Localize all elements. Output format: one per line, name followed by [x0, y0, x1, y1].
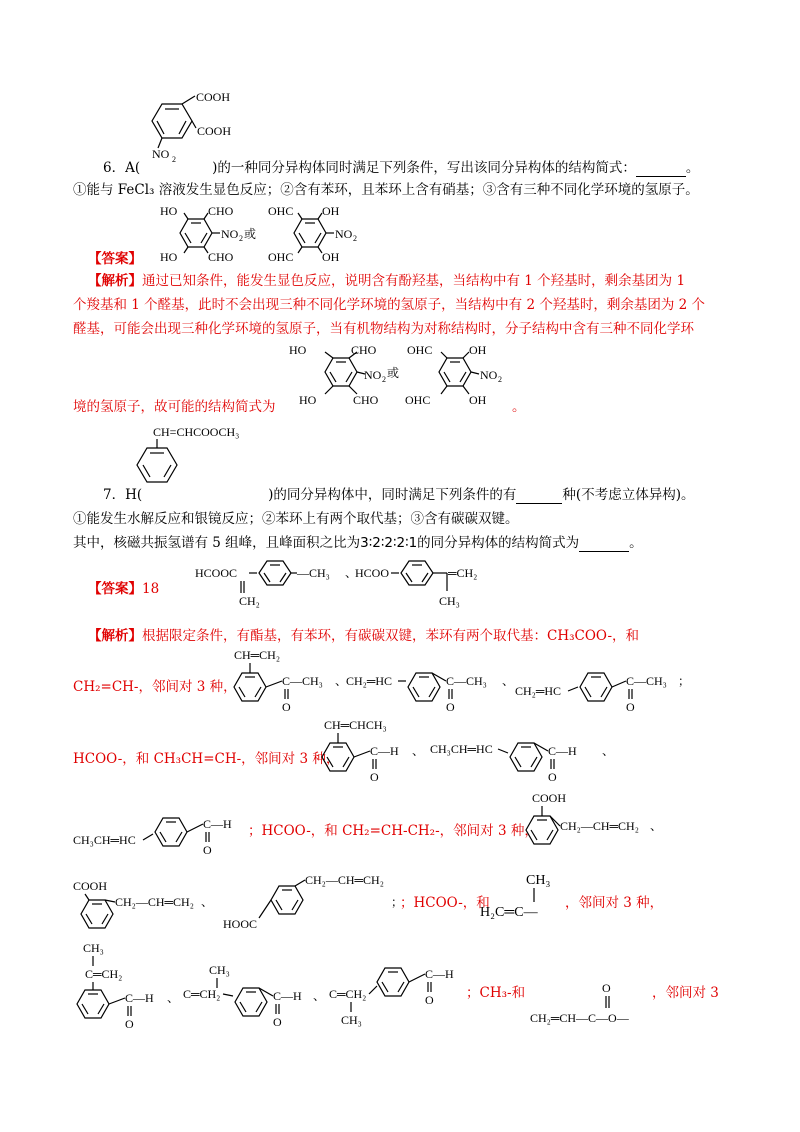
- svg-text:OH: OH: [469, 393, 487, 407]
- svg-text:O: O: [425, 993, 434, 1007]
- q6-analysis-structures: [285, 340, 525, 410]
- svg-text:NO: NO: [480, 368, 498, 382]
- svg-text:CHO: CHO: [351, 343, 377, 357]
- svg-text:CHO: CHO: [208, 250, 234, 264]
- svg-text:OHC: OHC: [268, 204, 294, 218]
- svg-text:2: 2: [239, 234, 243, 243]
- q6-conditions: ①能与 FeCl₃ 溶液发生显色反应；②含有苯环，且苯环上含有硝基；③含有三种不同化学环境的氢原子。: [73, 182, 699, 198]
- svg-text:CH₂═HC: CH₂═HC: [515, 684, 562, 698]
- svg-text:OH: OH: [322, 250, 340, 264]
- svg-text:CH═CH₂: CH═CH₂: [234, 648, 281, 662]
- svg-text:HO: HO: [289, 343, 307, 357]
- q6-analysis-l1: 【解析】通过已知条件，能发生显色反应，说明含有酚羟基，当结构中有 1 个羟基时，剩余基团为 1: [88, 273, 686, 289]
- svg-text:C═CH₂: C═CH₂: [85, 967, 123, 981]
- svg-text:2: 2: [498, 375, 502, 384]
- svg-text:或: 或: [244, 227, 257, 241]
- row3-left-structure: [73, 800, 253, 860]
- svg-text:CH₃: CH₃: [341, 1013, 362, 1027]
- svg-text:HO: HO: [160, 204, 178, 218]
- svg-text:C—CH₃: C—CH₃: [446, 674, 487, 688]
- q6-answer-tag: 【答案】: [88, 251, 142, 267]
- svg-text:CH₃: CH₃: [83, 941, 104, 955]
- svg-text:O: O: [125, 1017, 134, 1031]
- q7-analysis-l4: ；HCOO-，和 CH₂=CH-CH₂-，邻间对 3 种，: [248, 823, 538, 839]
- svg-text:OH: OH: [322, 204, 340, 218]
- svg-text:═CH₂: ═CH₂: [448, 566, 478, 580]
- svg-text:NO: NO: [221, 227, 239, 241]
- q6-question: 6．A( )的一种同分异构体同时满足下列条件，写出该同分异构体的结构简式： 。: [103, 160, 700, 176]
- svg-text:HO: HO: [299, 393, 317, 407]
- svg-text:C—CH₃: C—CH₃: [626, 674, 667, 688]
- q7-analysis-l6: ；CH₃-和: [466, 985, 526, 1001]
- svg-text:HCOO: HCOO: [355, 566, 390, 580]
- row3-right-structure: [520, 790, 680, 860]
- svg-text:—CH₃: —CH₃: [297, 566, 330, 580]
- svg-text:O: O: [273, 1015, 282, 1029]
- svg-text:CH═CHCH₃: CH═CHCH₃: [324, 718, 387, 732]
- q6-analysis-l3: 醛基，可能会出现三种化学环境的氢原子，当有机物结构为对称结构时，分子结构中含有三种不同化学环: [73, 321, 694, 337]
- isopropenyl-structure: [478, 870, 578, 930]
- svg-text:O: O: [602, 981, 611, 995]
- q7-answer-structures: [195, 555, 535, 615]
- svg-text:CH₂: CH₂: [239, 594, 260, 608]
- svg-text:、: 、: [650, 819, 663, 833]
- svg-text:、: 、: [412, 744, 425, 758]
- svg-text:C—H: C—H: [125, 991, 154, 1005]
- svg-text:O: O: [282, 700, 291, 714]
- svg-text:C═CH₂: C═CH₂: [329, 987, 367, 1001]
- svg-text:C—H: C—H: [273, 989, 302, 1003]
- q6-analysis-l4: 境的氢原子，故可能的结构简式为: [73, 399, 276, 415]
- svg-text:；: ；: [678, 674, 691, 688]
- svg-text:CH₃: CH₃: [439, 594, 460, 608]
- q7-analysis-l6b: ，邻间对 3: [652, 985, 719, 1001]
- svg-text:、: 、: [602, 744, 615, 758]
- svg-text:C—H: C—H: [548, 744, 577, 758]
- svg-text:CH₂═HC: CH₂═HC: [346, 674, 393, 688]
- svg-text:、: 、: [502, 674, 515, 688]
- svg-text:HO: HO: [160, 250, 178, 264]
- svg-text:COOH: COOH: [73, 879, 108, 893]
- svg-text:2: 2: [172, 155, 176, 164]
- svg-text:CH₂—CH═CH₂: CH₂—CH═CH₂: [305, 873, 384, 887]
- svg-text:O: O: [548, 770, 557, 784]
- svg-text:、: 、: [313, 989, 326, 1003]
- q7-analysis-l1: 【解析】根据限定条件，有酯基，有苯环，有碳碳双键，苯环有两个取代基：CH₃COO-，和: [88, 628, 640, 644]
- row4-structures: [73, 870, 403, 940]
- no2-label: NO: [152, 147, 170, 161]
- svg-text:；: ；: [391, 895, 404, 909]
- svg-text:NO: NO: [364, 368, 382, 382]
- q7-nmr: 其中，核磁共振氢谱有 5 组峰，且峰面积之比为3∶2∶2∶2∶1的同分异构体的结构简式为 。: [73, 535, 643, 551]
- svg-text:、: 、: [201, 895, 214, 909]
- q7-analysis-l2: CH₂=CH-，邻间对 3 种，: [73, 679, 237, 695]
- svg-text:、: 、: [335, 674, 348, 688]
- svg-text:2: 2: [382, 375, 386, 384]
- svg-text:O: O: [626, 700, 635, 714]
- cooh-label-2: COOH: [197, 124, 232, 138]
- row5-structures: [73, 940, 493, 1030]
- svg-text:C—H: C—H: [203, 817, 232, 831]
- svg-text:COOH: COOH: [532, 791, 567, 805]
- svg-text:OHC: OHC: [407, 343, 433, 357]
- q6-answer-structures: [140, 205, 380, 265]
- svg-text:OH: OH: [469, 343, 487, 357]
- svg-text:HOOC: HOOC: [223, 917, 258, 931]
- svg-text:C—H: C—H: [370, 744, 399, 758]
- svg-text:或: 或: [387, 366, 400, 380]
- svg-text:2: 2: [353, 234, 357, 243]
- svg-text:CH₃: CH₃: [526, 873, 551, 888]
- q7-analysis-l3: HCOO-，和 CH₃CH=CH-，邻间对 3 种，: [73, 751, 340, 767]
- q6-analysis-end: 。: [512, 399, 526, 415]
- svg-text:CH₂—CH═CH₂: CH₂—CH═CH₂: [560, 819, 639, 833]
- q7-analysis-l5: ；HCOO-，和: [400, 895, 490, 911]
- svg-text:O: O: [370, 770, 379, 784]
- svg-text:CH₃: CH₃: [209, 963, 230, 977]
- svg-text:H₂C═C—: H₂C═C—: [480, 905, 538, 920]
- svg-text:CH₂═CH—C—O—: CH₂═CH—C—O—: [530, 1011, 629, 1025]
- row1-structures: [230, 645, 700, 720]
- svg-text:CH₃CH═HC: CH₃CH═HC: [73, 833, 136, 847]
- svg-text:O: O: [203, 843, 212, 857]
- svg-text:CH=CHCOOCH₃: CH=CHCOOCH₃: [153, 425, 240, 439]
- svg-text:C—CH₃: C—CH₃: [282, 674, 323, 688]
- row2-structures: [318, 715, 658, 790]
- svg-text:HCOOC: HCOOC: [195, 566, 238, 580]
- svg-text:OHC: OHC: [268, 250, 294, 264]
- q7-question: 7．H( )的同分异构体中，同时满足下列条件的有 种(不考虑立体异构)。: [103, 487, 695, 503]
- phthalic-nitro-structure: [130, 90, 250, 170]
- svg-text:CHO: CHO: [353, 393, 379, 407]
- q7-answer: 【答案】18: [88, 581, 160, 597]
- svg-text:CH₂—CH═CH₂: CH₂—CH═CH₂: [115, 895, 194, 909]
- q6-analysis-l2: 个羧基和 1 个醛基，此时不会出现三种不同化学环境的氢原子，当结构中有 2 个羟基时，剩余基团为 2 个: [73, 297, 706, 313]
- acrylate-structure: [528, 980, 658, 1030]
- svg-text:、: 、: [345, 566, 358, 580]
- svg-text:C═CH₂: C═CH₂: [183, 987, 221, 1001]
- q7-analysis-l5b: ，邻间对 3 种，: [565, 895, 664, 911]
- svg-text:OHC: OHC: [405, 393, 431, 407]
- q7-conditions: ①能发生水解反应和银镜反应；②苯环上有两个取代基；③含有碳碳双键。: [73, 511, 519, 527]
- svg-text:CHO: CHO: [208, 204, 234, 218]
- svg-text:O: O: [446, 700, 455, 714]
- svg-text:NO: NO: [335, 227, 353, 241]
- cooh-label-1: COOH: [196, 90, 231, 104]
- svg-text:C—H: C—H: [425, 967, 454, 981]
- svg-text:CH₃CH═HC: CH₃CH═HC: [430, 742, 493, 756]
- svg-text:、: 、: [167, 991, 180, 1005]
